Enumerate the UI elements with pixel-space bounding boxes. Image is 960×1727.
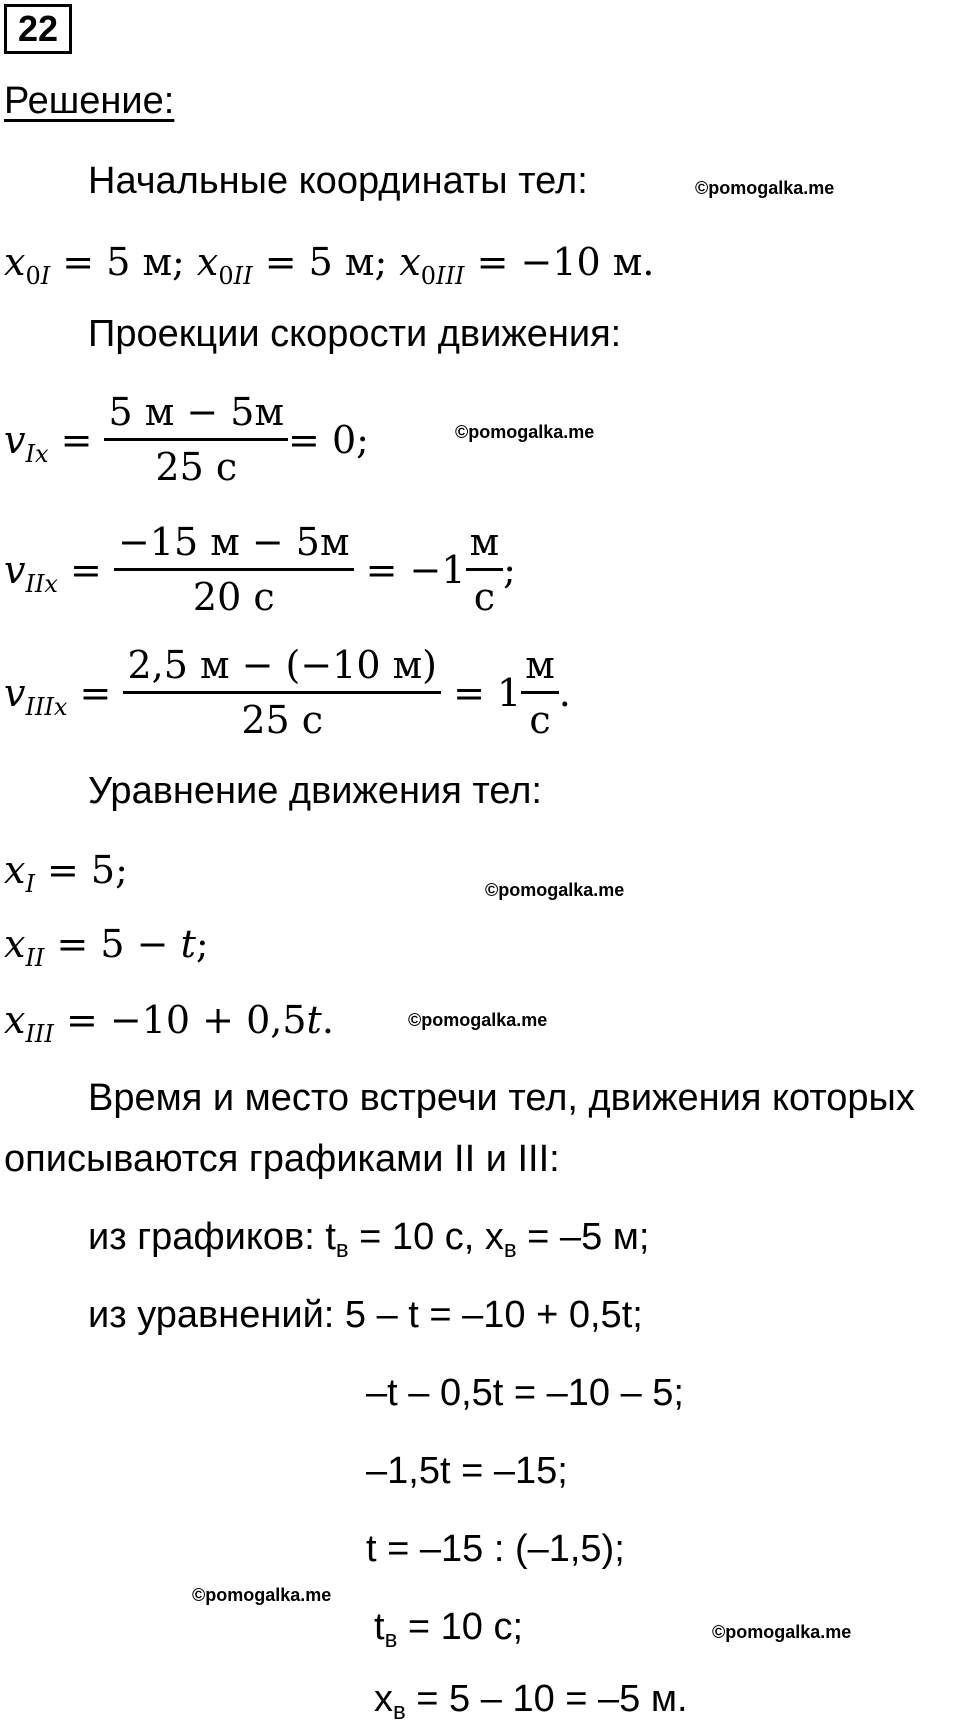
motion-eq-1: $x_I = 5$;	[4, 848, 128, 898]
velocity-intro: Проекции скорости движения:	[88, 313, 622, 355]
velocity-3-formula: $v_{IIIx}$ = $\frac{2,5 м - (-10 м)}{25 с}$ = 1 $\frac{м}{с}$ .	[4, 643, 571, 742]
motion-eq-2: $x_{II} = 5 - t$;	[4, 922, 209, 972]
motion-eq-intro: Уравнение движения тел:	[88, 770, 542, 812]
velocity-2-formula: $v_{IIx}$ = $\frac{-15 м - 5м}{20 с}$ = −1 $\frac{м}{с}$ ;	[4, 520, 516, 619]
watermark-2: ©pomogalka.me	[455, 422, 595, 442]
solution-heading: Решение:	[4, 80, 175, 122]
watermark-6: ©pomogalka.me	[712, 1622, 852, 1642]
x0-3-value: −10 м.	[520, 240, 655, 284]
meeting-intro-line1: Время и место встречи тел, движения которых	[88, 1077, 915, 1119]
from-graphs-line: из графиков: $t_в = 10$ с, $x_в = -5$ м;	[88, 1216, 650, 1263]
watermark-4: ©pomogalka.me	[408, 1010, 548, 1030]
problem-number: 22	[4, 4, 72, 54]
initial-coords-intro: Начальные координаты тел:	[88, 160, 588, 202]
watermark-5: ©pomogalka.me	[192, 1585, 332, 1605]
x0-2-value: 5 м	[308, 240, 375, 284]
meeting-intro-line2: описываются графиками II и III:	[4, 1138, 560, 1180]
initial-coords-line: $x_{0I} = 5$ м; $x_{0II} = 5$ м; $x_{0III} = -10$ м.	[4, 240, 655, 290]
velocity-3-unit: $\frac{м}{с}$	[521, 643, 559, 742]
velocity-1-formula: $v_{Ix}$ = $\frac{5 м - 5м}{25 с}$ = 0;	[4, 390, 369, 489]
velocity-3-fraction: $\frac{2,5 м - (-10 м)}{25 с}$	[123, 643, 441, 742]
velocity-1-fraction: $\frac{5 м - 5м}{25 с}$	[104, 390, 288, 489]
solve-step-4: $t_в = 10$ с;	[374, 1606, 524, 1653]
velocity-2-unit: $\frac{м}{с}$	[466, 520, 504, 619]
solve-step-5: $x_в = 5 - 10 = -5$ м.	[374, 1678, 688, 1725]
motion-eq-3: $x_{III} = -10 + 0,5t$.	[4, 998, 334, 1048]
solve-step-3: t = –15 : (–1,5);	[366, 1528, 625, 1570]
watermark-3: ©pomogalka.me	[485, 880, 625, 900]
velocity-2-fraction: $\frac{-15 м - 5м}{20 с}$	[114, 520, 354, 619]
from-equations-line: из уравнений: 5 – t = –10 + 0,5t;	[88, 1294, 643, 1336]
x0-1-value: 5 м	[106, 240, 173, 284]
solve-step-1: –t – 0,5t = –10 – 5;	[366, 1372, 684, 1414]
solve-step-2: –1,5t = –15;	[366, 1450, 568, 1492]
watermark-1: ©pomogalka.me	[695, 178, 835, 198]
